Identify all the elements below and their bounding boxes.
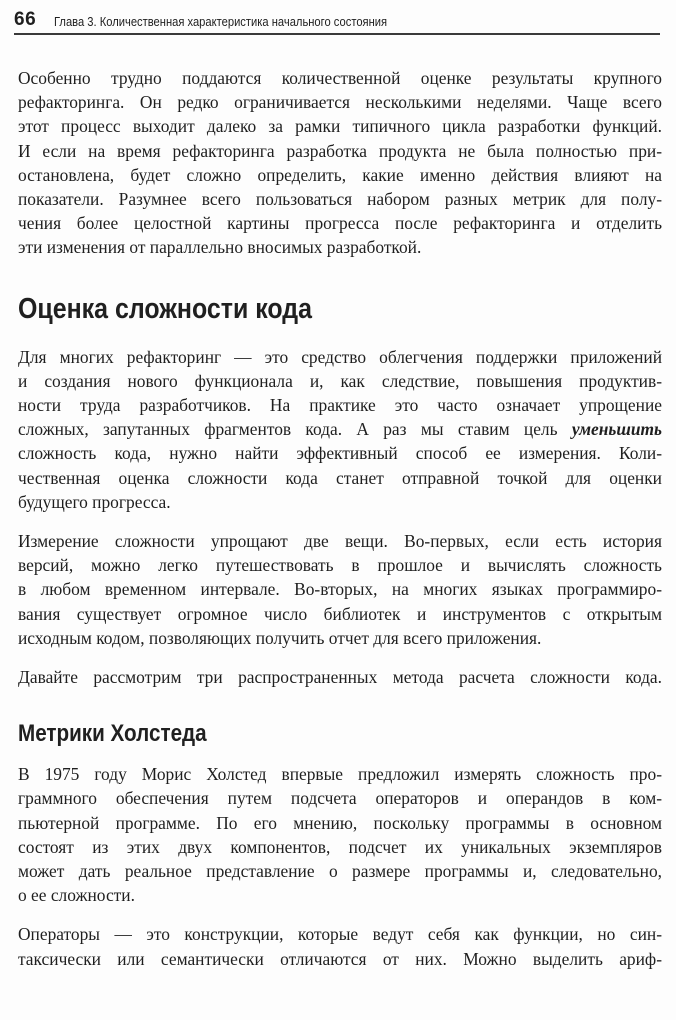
- page-body: [18, 66, 662, 986]
- text-line: о ее сложности.: [18, 885, 135, 906]
- text-line: показатели. Разумнее всего пользоваться набором разных метрик для полу-: [18, 189, 662, 210]
- running-header: [14, 6, 660, 35]
- paragraph-intro: [18, 66, 662, 260]
- text-line: И если на время рефакторинга разработка продукта не была полностью при-: [18, 140, 662, 161]
- text-line: и создания нового функционала и, как следствие, повышения продуктив-: [18, 370, 662, 391]
- paragraph-methods: [18, 665, 662, 689]
- paragraph-refactoring: [18, 345, 662, 514]
- text-line: рефакторинга. Он редко ограничивается несколькими неделями. Чаще всего: [18, 92, 662, 113]
- text-line: эти изменения от параллельно вносимых разработкой.: [18, 237, 422, 258]
- text-line: будущего прогресса.: [18, 491, 171, 512]
- text-line: исходным кодом, позволяющих получить отчет для всего приложения.: [18, 627, 542, 648]
- chapter-title: Глава 3. Количественная характеристика начального состояния: [54, 14, 388, 29]
- text-fragment: сложных, запутанных фрагментов кода. А раз мы ставим цель: [18, 419, 572, 440]
- text-line: Давайте рассмотрим три распространенных метода расчета сложности кода.: [18, 667, 662, 688]
- text-line: этот процесс выходит далеко за рамки типичного цикла разработки функций.: [18, 116, 662, 137]
- paragraph-operators: [18, 922, 662, 970]
- text-line: в любом временном интервале. Во-вторых, на многих языках программиро-: [18, 579, 662, 600]
- subsection-heading: Метрики Холстеда: [18, 720, 207, 748]
- emphasized-word: уменьшить: [571, 419, 662, 440]
- text-line: пьютерной программе. По его мнению, поскольку программы в основном: [18, 812, 662, 833]
- text-line: чественная оценка сложности кода станет отправной точкой для оценки: [18, 467, 662, 488]
- paragraph-measurement: [18, 529, 662, 650]
- text-line-with-emphasis: [18, 417, 662, 441]
- text-line: Операторы — это конструкции, которые ведут себя как функции, но син-: [18, 924, 662, 945]
- text-line: ности труда разработчиков. На практике это часто означает упрощение: [18, 395, 662, 416]
- paragraph-halstead: [18, 762, 662, 907]
- text-line: Для многих рефакторинг — это средство облегчения поддержки приложений: [18, 346, 662, 367]
- text-line: сложность кода, нужно найти эффективный способ ее измерения. Коли-: [18, 443, 662, 464]
- text-line: Измерение сложности упрощают две вещи. Во-первых, если есть история: [18, 531, 662, 552]
- text-line: Особенно трудно поддаются количественной оценке результаты крупного: [18, 68, 662, 88]
- text-line: граммного обеспечения путем подсчета операторов и операндов в ком-: [18, 788, 662, 809]
- text-line: версий, можно легко путешествовать в прошлое и вычислять сложность: [18, 555, 662, 576]
- page-number: 66: [14, 9, 37, 30]
- text-line: таксически или семантически отличаются от них. Можно выделить ариф-: [18, 948, 662, 969]
- text-line: чения более целостной картины прогресса после рефакторинга и отделить: [18, 213, 662, 234]
- section-heading: Оценка сложности кода: [18, 292, 312, 325]
- text-line: В 1975 году Морис Холстед впервые предложил измерять сложность про-: [18, 764, 662, 785]
- text-line: вания существует огромное число библиотек и инструментов с открытым: [18, 603, 662, 624]
- text-line: остановлена, будет сложно определить, какие именно действия влияют на: [18, 164, 662, 185]
- text-line: может дать реальное представление о размере программы и, следовательно,: [18, 861, 662, 882]
- text-line: состоят из этих двух компонентов, подсчет их уникальных экземпляров: [18, 836, 662, 857]
